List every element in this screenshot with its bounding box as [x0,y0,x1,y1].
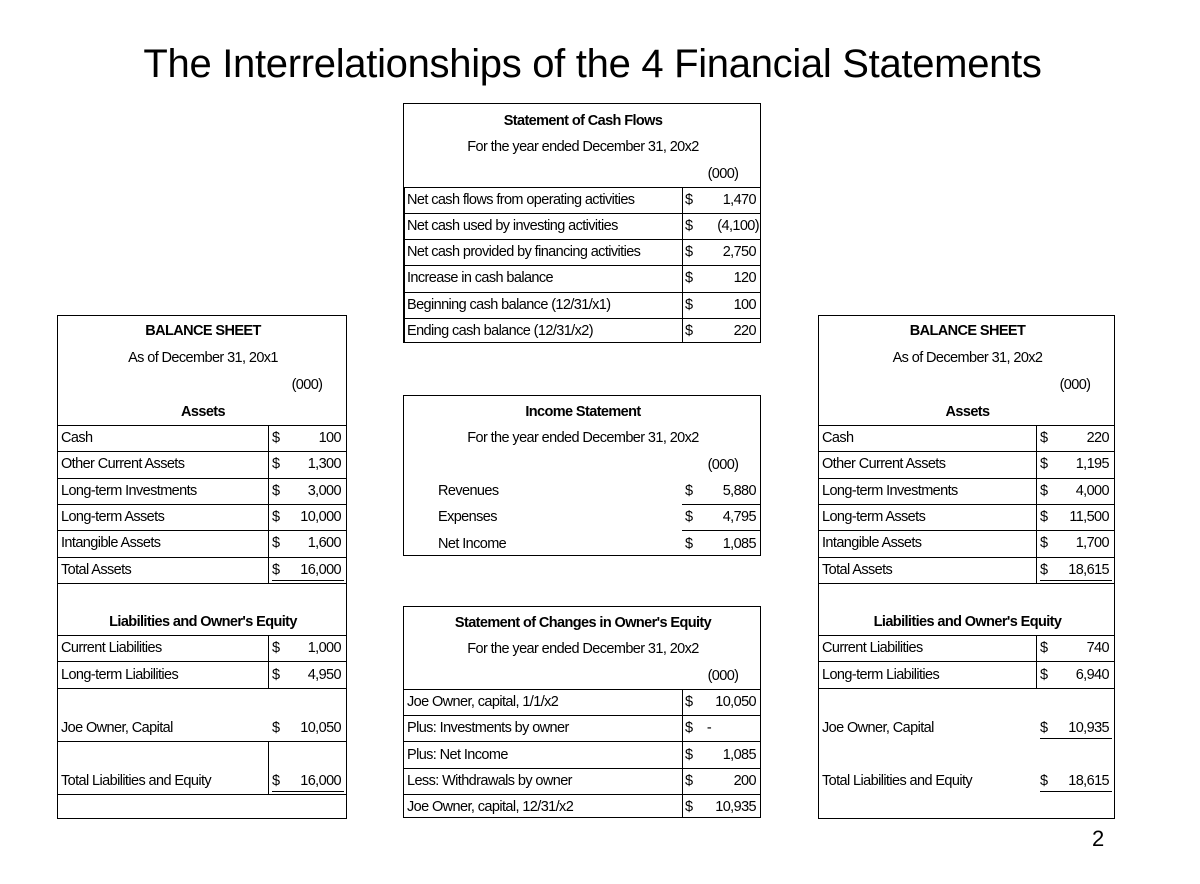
asset-value: 100 [318,430,341,446]
grid-line [58,478,346,479]
cash-flow-row-value: 120 [733,270,756,286]
cash-flows-statement [403,103,761,343]
assets-heading: Assets [945,404,990,420]
currency-symbol: $ [685,799,693,815]
page-title: The Interrelationships of the 4 Financial Statements [143,42,1042,86]
cash-flow-row-value: 1,470 [722,192,756,208]
currency-symbol: $ [685,747,693,763]
equity-row-label: Joe Owner, capital, 1/1/x2 [407,694,559,710]
currency-symbol: $ [272,562,280,578]
grid-line [58,504,346,505]
balance-sheet-20x1 [57,315,347,819]
grid-line [819,425,1114,426]
total-liabilities-equity-value: 18,615 [1068,773,1109,789]
grid-line [404,741,760,742]
capital-label: Joe Owner, Capital [822,720,934,736]
currency-symbol: $ [1040,483,1048,499]
income-row-value: 4,795 [722,509,756,525]
income-period: For the year ended December 31, 20x2 [467,430,699,446]
grid-line [819,583,1114,584]
grid-line [404,239,760,240]
capital-value: 10,935 [1068,720,1109,736]
cash-flow-row-value: 100 [733,297,756,313]
income-units: (000) [707,457,739,473]
asset-label: Other Current Assets [822,456,946,472]
income-row-value: 1,085 [722,536,756,552]
cash-flow-row-value: 2,750 [722,244,756,260]
page-number: 2 [1092,826,1105,851]
asset-value: 1,600 [307,535,341,551]
asset-label: Long-term Investments [61,483,197,499]
liability-label: Current Liabilities [61,640,162,656]
grid-line [58,425,346,426]
grid-line [268,741,269,794]
cash-flow-row-label: Increase in cash balance [407,270,554,286]
currency-symbol: $ [1040,773,1048,789]
equity-row-label: Plus: Net Income [407,747,508,763]
asset-value: 1,195 [1075,456,1109,472]
currency-symbol: $ [685,694,693,710]
grid-line [819,661,1114,662]
income-row-label: Expenses [438,509,497,525]
grid-line [58,688,346,689]
grid-line [58,794,346,795]
grid-line [58,741,346,742]
asset-label: Long-term Assets [822,509,926,525]
currency-symbol: $ [272,509,280,525]
grid-line [58,557,346,558]
balance-sheet-units: (000) [291,377,323,393]
capital-underline [1040,738,1112,739]
owners-equity-statement [403,606,761,818]
liability-value: 1,000 [307,640,341,656]
grid-line [268,425,269,583]
cash-flow-row-label: Beginning cash balance (12/31/x1) [407,297,611,313]
grid-line [404,187,405,342]
balance-sheet-20x2 [818,315,1115,819]
equity-row-value: 10,050 [715,694,756,710]
total-assets-label: Total Assets [61,562,132,578]
total-liabilities-equity-value: 16,000 [300,773,341,789]
capital-label: Joe Owner, Capital [61,720,173,736]
total-liabilities-equity-label: Total Liabilities and Equity [61,773,212,789]
equity-row-label: Less: Withdrawals by owner [407,773,572,789]
asset-label: Other Current Assets [61,456,185,472]
grid-line [404,768,760,769]
liability-label: Long-term Liabilities [61,667,179,683]
income-row-label: Net Income [438,536,507,552]
currency-symbol: $ [685,773,693,789]
currency-symbol: $ [272,667,280,683]
grid-line [404,292,760,293]
currency-symbol: $ [1040,562,1048,578]
grid-line [819,504,1114,505]
balance-sheet-title: BALANCE SHEET [909,323,1026,339]
currency-symbol: $ [685,244,693,260]
currency-symbol: $ [1040,667,1048,683]
liability-label: Long-term Liabilities [822,667,940,683]
grid-line [819,530,1114,531]
grid-line [819,451,1114,452]
grid-line [819,635,1114,636]
asset-value: 4,000 [1075,483,1109,499]
grid-line [682,504,760,505]
grid-line [819,557,1114,558]
income-statement [403,395,761,556]
grid-line [404,187,760,188]
grid-line [682,530,760,531]
equity-units: (000) [707,668,739,684]
liabilities-heading: Liabilities and Owner's Equity [873,614,1062,630]
equity-row-value: - [706,720,712,736]
income-row-label: Revenues [438,483,499,499]
equity-row-label: Plus: Investments by owner [407,720,569,736]
currency-symbol: $ [685,509,693,525]
total-underline [272,791,344,792]
currency-symbol: $ [1040,430,1048,446]
currency-symbol: $ [685,483,693,499]
asset-label: Intangible Assets [822,535,922,551]
currency-symbol: $ [1040,456,1048,472]
grid-line [404,318,760,319]
currency-symbol: $ [272,483,280,499]
income-title: Income Statement [525,404,641,420]
grid-line [58,635,346,636]
equity-row-value: 10,935 [715,799,756,815]
total-underline [1040,580,1112,581]
total-assets-label: Total Assets [822,562,893,578]
liability-value: 4,950 [307,667,341,683]
equity-title: Statement of Changes in Owner's Equity [454,615,712,631]
equity-row-value: 1,085 [722,747,756,763]
grid-line [404,213,760,214]
grid-line [268,635,269,688]
balance-sheet-date: As of December 31, 20x2 [892,350,1043,366]
currency-symbol: $ [272,456,280,472]
balance-sheet-units: (000) [1059,377,1091,393]
grid-line [404,794,760,795]
currency-symbol: $ [1040,640,1048,656]
currency-symbol: $ [272,720,280,736]
currency-symbol: $ [685,297,693,313]
liability-value: 740 [1086,640,1109,656]
currency-symbol: $ [272,773,280,789]
asset-value: 11,500 [1069,509,1109,525]
grid-line [404,689,760,690]
grid-line [58,530,346,531]
grid-line [58,661,346,662]
grid-line [1036,425,1037,583]
grid-line [682,187,683,342]
cash-flow-row-label: Ending cash balance (12/31/x2) [407,323,593,339]
grid-line [404,265,760,266]
grid-line [1036,635,1037,688]
total-liabilities-equity-label: Total Liabilities and Equity [822,773,973,789]
currency-symbol: $ [272,640,280,656]
cash-flow-row-value: 220 [733,323,756,339]
asset-label: Cash [822,430,854,446]
total-underline [1040,791,1112,792]
liability-label: Current Liabilities [822,640,923,656]
grid-line [404,715,760,716]
asset-value: 220 [1086,430,1109,446]
balance-sheet-date: As of December 31, 20x1 [128,350,278,366]
currency-symbol: $ [1040,535,1048,551]
income-row-value: 5,880 [722,483,756,499]
cash-flows-period: For the year ended December 31, 20x2 [467,139,699,155]
total-underline [272,580,344,581]
currency-symbol: $ [685,192,693,208]
grid-line [58,583,346,584]
cash-flow-row-label: Net cash flows from operating activities [407,192,635,208]
cash-flows-title: Statement of Cash Flows [503,113,663,129]
asset-label: Intangible Assets [61,535,161,551]
grid-line [819,478,1114,479]
currency-symbol: $ [272,535,280,551]
capital-value: 10,050 [300,720,341,736]
liabilities-heading: Liabilities and Owner's Equity [109,614,297,630]
asset-value: 10,000 [300,509,341,525]
total-assets-value: 16,000 [300,562,341,578]
assets-heading: Assets [181,404,225,420]
asset-value: 1,300 [307,456,341,472]
equity-row-label: Joe Owner, capital, 12/31/x2 [407,799,574,815]
total-assets-value: 18,615 [1068,562,1109,578]
currency-symbol: $ [1040,509,1048,525]
cash-flow-row-label: Net cash provided by financing activities [407,244,641,260]
equity-period: For the year ended December 31, 20x2 [467,641,699,657]
cash-flow-row-value: (4,100) [717,218,759,234]
liability-value: 6,940 [1075,667,1109,683]
cash-flows-units: (000) [707,166,739,182]
currency-symbol: $ [685,323,693,339]
currency-symbol: $ [272,430,280,446]
asset-label: Cash [61,430,93,446]
currency-symbol: $ [685,270,693,286]
balance-sheet-title: BALANCE SHEET [145,323,261,339]
asset-label: Long-term Assets [61,509,165,525]
currency-symbol: $ [1040,720,1048,736]
cash-flow-row-label: Net cash used by investing activities [407,218,618,234]
asset-label: Long-term Investments [822,483,958,499]
asset-value: 3,000 [307,483,341,499]
grid-line [682,689,683,817]
currency-symbol: $ [685,536,693,552]
currency-symbol: $ [685,218,693,234]
currency-symbol: $ [685,720,693,736]
asset-value: 1,700 [1075,535,1109,551]
grid-line [819,688,1114,689]
equity-row-value: 200 [733,773,756,789]
grid-line [58,451,346,452]
